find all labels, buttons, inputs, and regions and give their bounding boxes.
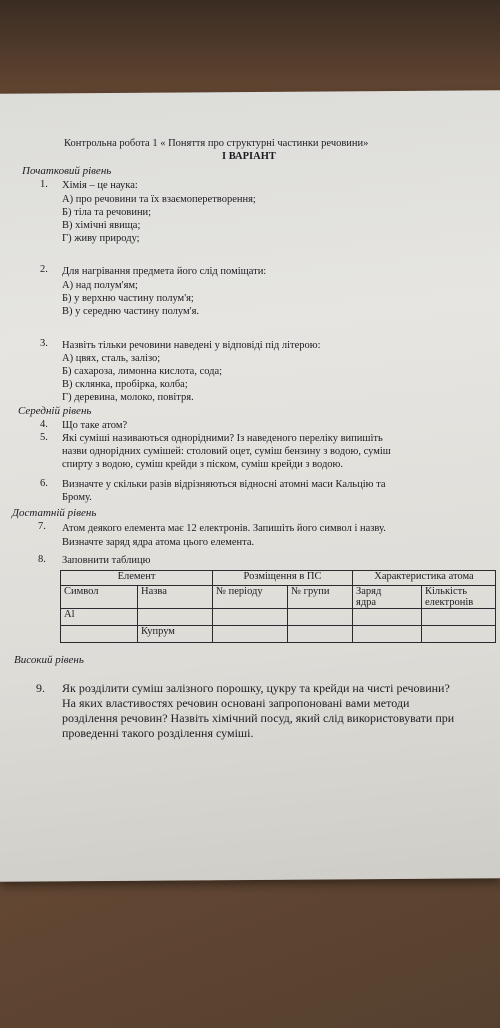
th-electrons [422,586,496,609]
q1-text: Хімія – це наука: [62,180,138,191]
q6-line-1: Визначте у скільки разів відрізняються відносні атомні маси Кальцію та [62,479,386,490]
q1-option-b: Б) тіла та речовини; [62,207,152,218]
th-symbol: Символ [61,586,138,609]
q7-line-2: Визначте заряд ядра атома цього елемента. [62,537,255,548]
q8-number: 8. [38,554,46,565]
q2-option-c: В) у середню частину полум'я. [62,306,200,317]
q6-line-2: Брому. [62,492,92,503]
q1-option-a: А) про речовини та їх взаємоперетворення; [62,194,256,205]
q5-line-3: спирту з водою, суміш крейди з піском, суміш крейди з водою. [62,459,344,470]
q1-option-d: Г) живу природу; [62,233,140,244]
variant-label: І ВАРІАНТ [222,151,276,162]
q7-line-1: Атом деякого елемента має 12 електронів. Запишіть його символ і назву. [62,523,386,534]
th-characteristic: Характеристика атома [353,571,496,586]
q9-number: 9. [36,681,45,695]
q4-text: Що таке атом? [62,420,128,431]
q3-number: 3. [40,338,48,349]
cell-symbol-al: Al [61,609,138,626]
cell-empty [61,626,138,643]
cell-empty [353,609,422,626]
q2-text: Для нагрівання предмета його слід поміщати: [62,266,267,277]
q3-option-a: А) цвях, сталь, залізо; [62,353,161,364]
q4-number: 4. [40,419,48,430]
q9-line-2: На яких властивостях речовин основані запропоновані вами методи [62,696,410,710]
level-middle: Середній рівень [18,405,92,417]
level-high: Високий рівень [14,654,84,666]
q9-line-3: розділення речовин? Назвіть хімічний посуд, який слід використовувати при [62,711,455,725]
cell-name-cuprum: Купрум [138,626,213,643]
element-table [60,570,496,643]
level-initial: Початковий рівень [22,165,112,177]
th-charge-line-1: Заряд [356,586,382,597]
q6-number: 6. [40,478,48,489]
q2-number: 2. [40,264,48,275]
q2-option-a: А) над полум'ям; [62,280,138,291]
th-electrons-line-2: електронів [425,597,474,608]
q9-line-1: Як розділити суміш залізного порошку, цукру та крейди на чисті речовини? [62,681,450,695]
table-row [61,626,496,643]
th-electrons-line-1: Кількість [425,586,468,597]
level-sufficient: Достатній рівень [12,507,97,519]
q5-number: 5. [40,432,48,443]
q3-option-c: В) склянка, пробірка, колба; [62,379,188,390]
th-charge [353,586,422,609]
q2-option-b: Б) у верхню частину полум'я; [62,293,194,304]
q7-number: 7. [38,521,46,532]
q9-line-4: проведенні такого розділення суміші. [62,726,254,740]
cell-empty [288,609,353,626]
th-period: № періоду [213,586,288,609]
q5-line-2: назви однорідних сумішей: столовий оцет, суміш бензину з водою, суміш [62,446,391,457]
cell-empty [138,609,213,626]
table-row [61,609,496,626]
q5-line-1: Які суміші називаються однорідними? Із наведеного переліку випишіть [62,433,383,444]
q1-number: 1. [40,179,48,190]
cell-empty [288,626,353,643]
th-position: Розміщення в ПС [213,571,353,586]
q3-option-b: Б) сахароза, лимонна кислота, сода; [62,366,223,377]
q1-option-c: В) хімічні явища; [62,220,141,231]
q3-option-d: Г) деревина, молоко, повітря. [62,392,194,403]
th-group: № групи [288,586,353,609]
cell-empty [353,626,422,643]
cell-empty [422,609,496,626]
cell-empty [213,609,288,626]
cell-empty [422,626,496,643]
th-charge-line-2: ядра [356,597,377,608]
table-header-row [61,586,496,609]
th-element: Елемент [61,571,213,586]
cell-empty [213,626,288,643]
test-title: Контрольна робота 1 « Поняття про структурні частинки речовини» [64,138,369,149]
q3-text: Назвіть тільки речовини наведені у відповіді під літерою: [62,340,321,351]
q8-text: Заповнити таблицю [62,555,151,566]
th-name: Назва [138,586,213,609]
table-header-group-row [61,571,496,586]
